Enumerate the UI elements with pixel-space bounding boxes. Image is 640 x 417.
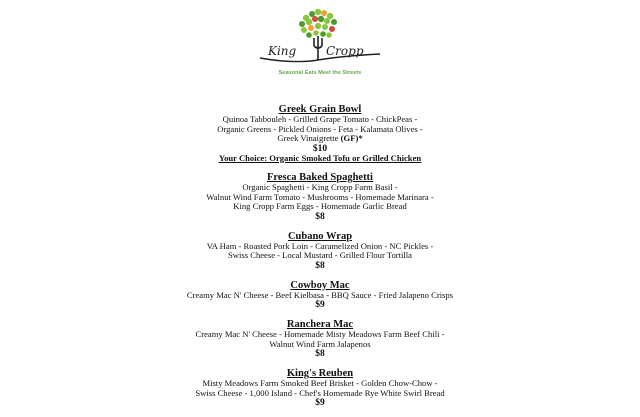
item-price: $10 [312,143,328,154]
king-cropp-logo [0,8,640,78]
fork-trunk-icon [314,36,322,60]
item-desc-line: Walnut Wind Farm Jalapenos [269,338,371,349]
item-choice: Your Choice: Organic Smoked Tofu or Grilled Chicken [218,152,422,163]
item-desc-line: Creamy Mac N' Cheese - Beef Kielbasa - BBQ Sauce - Fried Jalapeno Crisps [186,289,454,300]
item-name: Cowboy Mac [290,279,350,291]
menu-item [0,319,640,359]
king-cropp-logo-graphic [254,8,386,78]
item-desc-line: Organic Spaghetti - King Cropp Farm Basil - [242,182,398,192]
item-price: $8 [315,211,325,222]
brand-right-text: Cropp [326,44,364,58]
item-desc-line: Swiss Cheese - Local Mustard - Grilled Flour Tortilla [228,250,412,260]
item-desc-line: Quinoa Tabbouleh - Grilled Grape Tomato - ChickPeas - [222,114,418,124]
item-desc-line: Walnut Wind Farm Tomato - Mushrooms - Homemade Marinara - [206,191,434,202]
item-name: King's Reuben [286,368,354,379]
item-price: $9 [315,398,325,408]
gluten-free-tag: (GF)* [340,133,363,143]
item-desc-line: VA Ham - Roasted Pork Loin - Caramelized Onion - NC Pickles - [206,240,434,251]
item-desc-line: King Cropp Farm Eggs - Homemade Garlic Bread [233,201,407,211]
tree-leaves-icon [299,9,337,38]
item-name: Fresca Baked Spaghetti [267,172,373,183]
item-desc-line: Misty Meadows Farm Smoked Beef Brisket - Golden Chow-Chow - [202,378,438,388]
item-name: Greek Grain Bowl [278,104,362,115]
menu-item [0,280,640,311]
item-desc-line [0,134,640,144]
tagline: Seasonal Eats Meet the Streets [278,70,362,76]
item-desc-text: Greek Vinaigrette [277,133,341,143]
item-price: $8 [315,349,325,359]
menu-item [0,172,640,222]
menu-item [0,368,640,408]
item-desc-line: Swiss Cheese - 1,000 Island - Chef's Homemade Rye White Swirl Bread [195,387,445,398]
menu-item [0,231,640,271]
menu-list [0,104,640,417]
item-desc-line: Organic Greens - Pickled Onions - Feta - Kalamata Olives - [217,123,423,134]
brand-left-text: King [268,44,297,58]
menu-item [0,104,640,163]
item-name: Cubano Wrap [287,230,353,242]
item-price: $9 [315,300,325,310]
item-desc-line: Creamy Mac N' Cheese - Homemade Misty Meadows Farm Beef Chili - [195,329,445,339]
item-name: Ranchera Mac [286,319,354,330]
item-price: $8 [315,260,325,271]
